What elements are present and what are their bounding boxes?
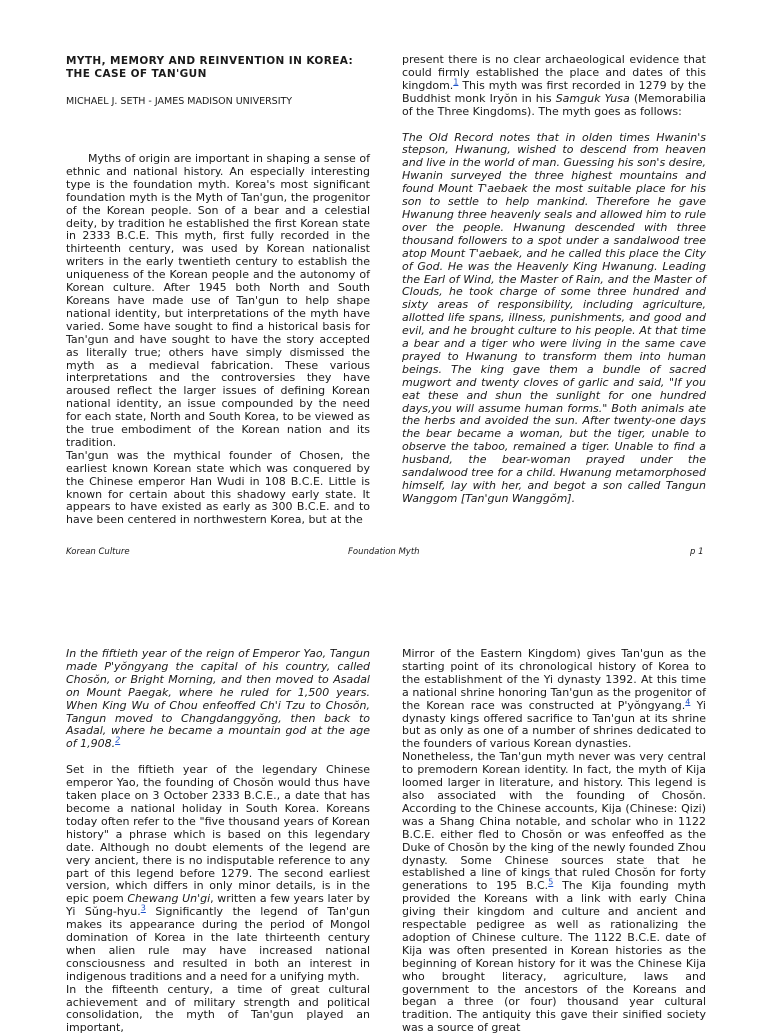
document-page-2	[0, 640, 768, 1035]
myth-quote-block	[66, 648, 370, 751]
footnote-link[interactable]: 4	[685, 696, 691, 706]
text-run: present there is no clear archaeological evidence that could firmly established the place and dates of this kingdom.	[402, 53, 706, 92]
body-paragraph	[402, 54, 706, 119]
text-run: The Kija founding myth provided the Koreans with a link with early China giving their kingdom and culture and ancient and respectable pedigree as well as rationalizing the adoption of Chinese culture. The 1122 B.C.E. date of Kija was often presented in Korean histories as the beginning of Korean history for it was the Chinese Kija who brought literacy, agriculture, laws and government to the ancestors of the Koreans and began a three (or four) thousand year cultural tradition. The antiquity this gave their sinified society was a source of great	[402, 879, 707, 1035]
footer-page-number: p 1	[690, 547, 704, 557]
text-run: (Memorabilia of the Three Kingdoms). The myth goes as follows:	[402, 91, 706, 118]
body-paragraph	[402, 751, 706, 1035]
page1-right-column	[402, 54, 706, 506]
body-paragraph: Tan'gun was the mythical founder of Chosen, the earliest known Korean state which was conquered by the Chinese emperor Han Wudi in 108 B.C.E. Little is known for certain about this shadowy early state. It appears to have existed as early as 300 B.C.E. and to have been centered in northwestern Korea, but at the	[66, 448, 370, 527]
myth-quote-block: The Old Record notes that in olden times Hwanin's stepson, Hwanung, wished to descend from heaven and live in the world of man. Guessing his son's desire, Hwanin surveyed the three highest mountains and found Mount T'aebaek the most suitable place for his son to settle to help mankind. Therefore he gave Hwanung three heavenly seals and allowed him to rule over the people. Hwanung descended with three thousand followers to a spot under a sandalwood tree atop Mount T'aebaek, and he called this place the City of God. He was the Heavenly King Hwanung. Leading the Earl of Wind, the Master of Rain, and the Master of Clouds, he took charge of some three hundred and sixty areas of responsibility, including agriculture, allotted life spans, illness, punishments, and good and evil, and he brought culture to his people. At that time a bear and a tiger who were living in the same cave prayed to Hwanung to transform them into human beings. The king gave them a bundle of sacred mugwort and twenty cloves of garlic and said, "If you eat these and shun the sunlight for one hundred days,you will assume human forms." Both animals ate the herbs and avoided the sun. After twenty-one days the bear became a woman, but the tiger, unable to observe the taboo, remained a tiger. Unable to find a husband, the bear-woman prayed under the sandalwood tree for a child. Hwanung metamorphosed himself, lay with her, and begot a son called Tangun Wanggom [Tan'gun Wanggŏm].	[402, 130, 706, 505]
text-run: , written a few years later by Yi Sŭng-hyu.	[66, 892, 370, 919]
text-run: Significantly the legend of Tan'gun makes its appearance during the period of Mongol domination of Korea in the late thirteenth century when alien rule may have increased national consciousness and resulted in both an interest in indigenous traditions and a need for a unifying myth.	[66, 905, 370, 983]
book-title: Chewang Un'gi	[127, 892, 211, 906]
text-run: This myth was first recorded in 1279 by the Buddhist monk Iryŏn in his	[402, 78, 706, 105]
page-separator	[0, 610, 768, 611]
page1-left-column	[66, 55, 370, 527]
footnote-link[interactable]: 1	[453, 77, 459, 87]
intro-paragraph: Myths of origin are important in shaping a sense of ethnic and national history. An especially interesting type is the foundation myth. Korea's most significant foundation myth is the Myth of Tan'gun, the progenitor of the Korean people. Son of a bear and a celestial deity, by tradition he established the first Korean state in 2333 B.C.E. This myth, first fully recorded in the thirteenth century, was used by Korean nationalist writers in the early twentieth century to establish the uniqueness of the Korean people and the autonomy of Korean culture. After 1945 both North and South Koreans have made use of Tan'gun to help shape national identity, but interpretations of the myth have varied. Some have sought to find a historical basis for Tan'gun and have sought to have the story accepted as literally true; others have simply dismissed the myth as a medieval fabrication. These various interpretations and the controversies they have aroused reflect the larger issues of defining Korean national identity, an issue compounded by the need for each state, North and South Korea, to be viewed as the true embodiment of the Korean nation and its tradition.	[66, 152, 370, 449]
author-line: MICHAEL J. SETH - JAMES MADISON UNIVERSITY	[66, 96, 293, 107]
article-title-line2: THE CASE OF TAN'GUN	[66, 68, 207, 80]
page2-left-column	[66, 648, 370, 1035]
text-run: Mirror of the Eastern Kingdom) gives Tan'gun as the starting point of its chronological history of Korea to the establishment of the Yi dynasty 1392. At this time a national shrine honoring Tan'gun as the progenitor of the Korean race was constructed at P'yŏngyang.	[402, 647, 706, 712]
text-run: Set in the fiftieth year of the legendary Chinese emperor Yao, the founding of Chosŏn would thus have taken place on 3 October 2333 B.C.E., a date that has become a national holiday in South Korea. Koreans today often refer to the "five thousand years of Korean history" a phrase which is based on this legendary date. Although no doubt elements of the legend are very ancient, there is no indisputable reference to any part of this legend before 1279. The second earliest version, which differs in only minor details, is in the epic poem	[66, 763, 370, 906]
footnote-link[interactable]: 5	[548, 877, 554, 887]
article-title-line1: MYTH, MEMORY AND REINVENTION IN KOREA:	[66, 55, 354, 67]
page2-right-column	[402, 648, 706, 1035]
text-run: Yi dynasty kings offered sacrifice to Tan'gun at its shrine but as only as one of a number of shrines dedicated to the founders of various Korean dynasties.	[402, 698, 706, 751]
text-run: In the fiftieth year of the reign of Emperor Yao, Tangun made P'yŏngyang the capital of his country, called Chosŏn, or Bright Morning, and then moved to Asadal on Mount Paegak, where he ruled for 1,500 years. When King Wu of Chou enfeoffed Ch'i Tzu to Chosŏn, Tangun moved to Changdanggyŏng, then back to Asadal, where he became a mountain god at the age of 1,908.	[66, 647, 370, 751]
body-paragraph	[66, 764, 370, 983]
footnote-link[interactable]: 2	[115, 735, 121, 745]
footer-journal: Korean Culture	[66, 547, 130, 557]
footer-section: Foundation Myth	[348, 547, 420, 557]
book-title: Samguk Yusa	[555, 91, 630, 105]
body-paragraph: In the fifteenth century, a time of great cultural achievement and of military strength and political consolidation, the myth of Tan'gun played an important,	[66, 982, 370, 1035]
text-run: Nonetheless, the Tan'gun myth never was very central to premodern Korean identity. In fact, the myth of Kija loomed larger in literature, and history. This legend is also associated with the founding of Chosŏn. According to the Chinese accounts, Kija (Chinese: Qizi) was a Shang China notable, and scholar who in 1122 B.C.E. either fled to Chosŏn or was enfeoffed as the Duke of Chosŏn by the king of the newly founded Zhou dynasty. Some Chinese sources state that he established a line of kings that ruled Chosŏn for forty generations to 195 B.C.	[402, 750, 706, 893]
body-paragraph	[402, 648, 706, 751]
footnote-link[interactable]: 3	[140, 903, 146, 913]
